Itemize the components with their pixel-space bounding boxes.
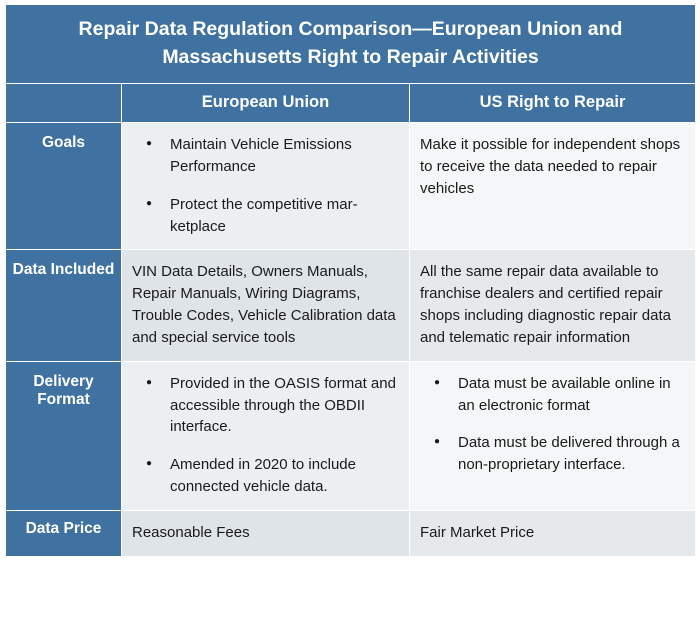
table-row: [6, 123, 696, 250]
cell-goals-eu: [122, 123, 410, 250]
row-label-data-included: Data Included: [6, 250, 122, 362]
column-header-blank: [6, 84, 122, 123]
comparison-table: [5, 4, 696, 557]
row-label-delivery-format: Delivery Format: [6, 361, 122, 510]
list-item: ● Provided in the OASIS format and accessible through the OBDII interface.: [170, 373, 397, 438]
paragraph-text: Reasonable Fees: [132, 523, 250, 541]
paragraph-text: VIN Data Details, Owners Manuals, Repair Manuals, Wiring Diagrams, Trouble Codes, Vehicle Calibration data and special service tools: [132, 263, 396, 347]
list-item: ● Data must be available online in an electronic format: [458, 373, 683, 417]
list-item: ● Maintain Vehicle Emissions Performance: [170, 134, 397, 178]
row-label-data-price: Data Price: [6, 510, 122, 556]
column-header-us-right-to-repair: US Right to Repair: [410, 84, 696, 123]
row-label-goals: Goals: [6, 123, 122, 250]
table-title-row: [6, 5, 696, 84]
list-item: ● Protect the competitive mar-ketplace: [170, 194, 397, 238]
cell-data-included-us: [410, 250, 696, 362]
paragraph-text: All the same repair data available to franchise dealers and certified repair shops including diagnostic repair data and telematic repair information: [420, 263, 671, 347]
cell-delivery-format-us: [410, 361, 696, 510]
page-title: Repair Data Regulation Comparison—European Union and Massachusetts Right to Repair Activities: [6, 5, 696, 84]
cell-data-price-us: [410, 510, 696, 556]
list-item: ● Data must be delivered through a non-proprietary interface.: [458, 432, 683, 476]
bullet-list: [420, 373, 683, 476]
column-header-european-union: European Union: [122, 84, 410, 123]
cell-delivery-format-eu: [122, 361, 410, 510]
cell-data-included-eu: [122, 250, 410, 362]
table-header-row: [6, 84, 696, 123]
bullet-list: [132, 134, 397, 237]
cell-goals-us: [410, 123, 696, 250]
list-item: ● Amended in 2020 to include connected vehicle data.: [170, 454, 397, 498]
paragraph-text: Make it possible for independent shops to receive the data needed to repair vehicles: [420, 136, 681, 198]
table-row: [6, 510, 696, 556]
cell-data-price-eu: [122, 510, 410, 556]
paragraph-text: Fair Market Price: [420, 523, 535, 541]
bullet-list: [132, 373, 397, 498]
table-row: [6, 361, 696, 510]
table-row: [6, 250, 696, 362]
